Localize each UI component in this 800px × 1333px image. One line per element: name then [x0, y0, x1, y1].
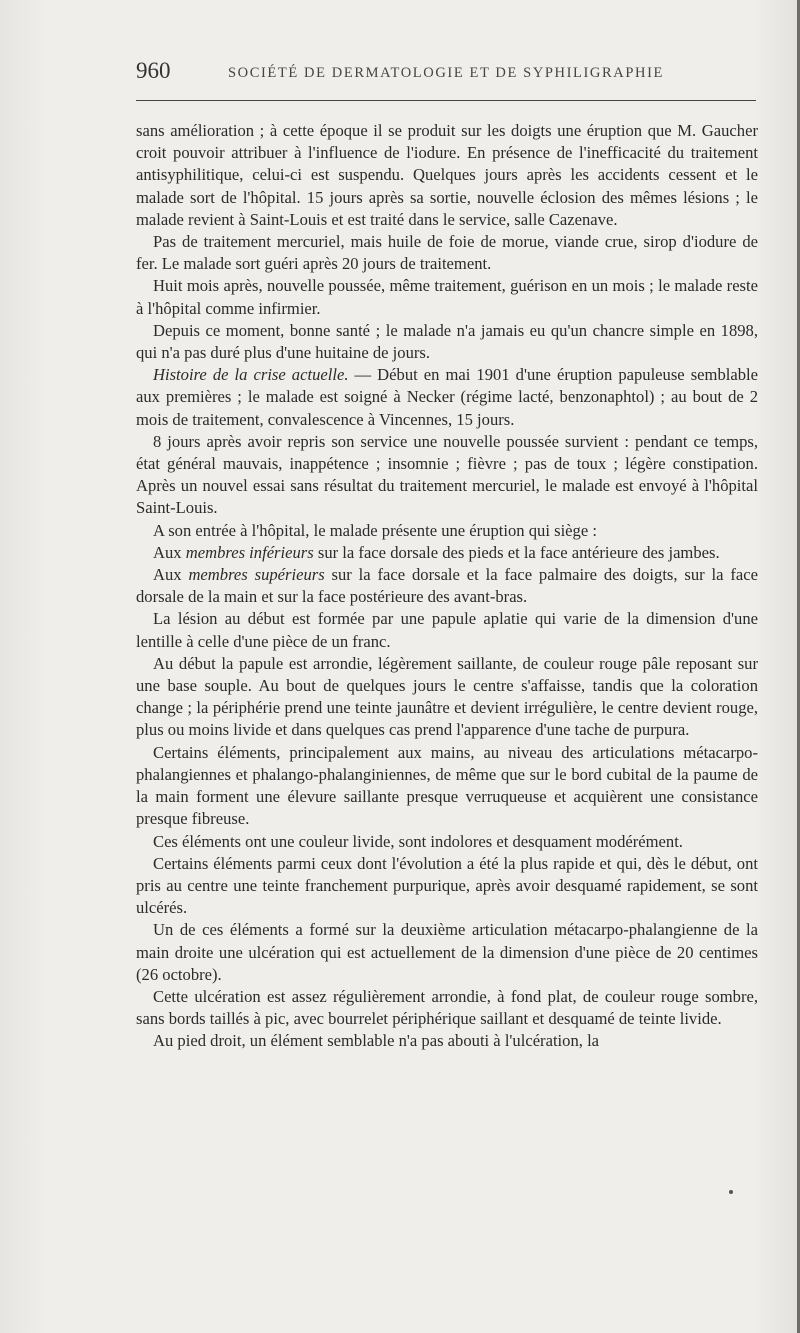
body-text	[136, 120, 758, 1053]
paragraph: Au début la papule est arrondie, légèrement saillante, de couleur rouge pâle reposant sur une base souple. Au bout de quelques jours le centre s'affaisse, tandis que la coloration change ; la périphérie prend une teinte jaunâtre et devient irrégulière, le centre devient rouge, plus ou moins livide et dans quelques cas prend l'apparence d'une tache de purpura.	[136, 653, 758, 740]
paragraph: Huit mois après, nouvelle poussée, même traitement, guérison en un mois ; le malade reste à l'hôpital comme infirmier.	[136, 276, 758, 318]
paragraph: Ces éléments ont une couleur livide, sont indolores et desquament modérément.	[153, 831, 683, 851]
paragraph: Histoire de la crise actuelle. — Début en mai 1901 d'une éruption papuleuse semblable aux premières ; le malade est soigné à Necker (régime lacté, benzonaphtol) ; au bout de 2 mois de traitement, convalescence à Vincennes, 15 jours.	[136, 365, 758, 429]
page-header	[136, 58, 758, 94]
paragraph: Depuis ce moment, bonne santé ; le malade n'a jamais eu qu'un chancre simple en 1898, qui n'a pas duré plus d'une huitaine de jours.	[136, 320, 758, 363]
paragraph: Au pied droit, un élément semblable n'a pas abouti à l'ulcération, la	[153, 1031, 600, 1051]
header-rule	[136, 100, 756, 101]
paragraph: sans amélioration ; à cette époque il se produit sur les doigts une éruption que M. Gaucher croit pouvoir attribuer à l'influence de l'iodure. En présence de l'inefficacité du traitement antisyphilitique, celui-ci est suspendu. Quelques jours après les accidents cessent et le malade sort de l'hôpital. 15 jours après sa sortie, nouvelle éclosion des mêmes lésions ; le malade revient à Saint-Louis et est traité dans le service, salle Cazenave.	[136, 121, 758, 229]
running-head: SOCIÉTÉ DE DERMATOLOGIE ET DE SYPHILIGRAPHIE	[228, 65, 664, 81]
page-number: 960	[136, 58, 171, 83]
paragraph: La lésion au début est formée par une papule aplatie qui varie de la dimension d'une lentille à celle d'une pièce de un franc.	[136, 609, 758, 651]
print-mark	[729, 1190, 733, 1194]
paragraph: Certains éléments, principalement aux mains, au niveau des articulations métacarpo-phalangiennes et phalango-phalanginiennes, de même que sur le bord cubital de la paume de la main forment une élevure saillante presque verruqueuse et acquièrent une consistance presque fibreuse.	[136, 742, 758, 829]
paragraph: Un de ces éléments a formé sur la deuxième articulation métacarpo-phalangienne de la main droite une ulcération qui est actuellement de la dimension d'une pièce de 20 centimes (26 octobre).	[136, 920, 758, 984]
paragraph: Aux membres supérieurs sur la face dorsale et la face palmaire des doigts, sur la face dorsale de la main et sur la face postérieure des avant-bras.	[136, 565, 758, 607]
italic-term: membres inférieurs	[185, 542, 314, 562]
paragraph: Certains éléments parmi ceux dont l'évolution a été la plus rapide et qui, dès le début, ont pris au centre une teinte franchement purpurique, après avoir desquamé rapidement, se sont ulcérés.	[136, 853, 758, 918]
italic-term: membres supérieurs	[188, 565, 325, 585]
paragraph: Cette ulcération est assez régulièrement arrondie, à fond plat, de couleur rouge sombre, sans bords taillés à pic, avec bourrelet périphérique saillant et desquamé de teinte livide.	[136, 986, 758, 1029]
section-heading: Histoire de la crise actuelle.	[153, 365, 349, 385]
paragraph: 8 jours après avoir repris son service une nouvelle poussée survient : pendant ce temps, état général mauvais, inappétence ; insomnie ; fièvre ; pas de toux ; légère constipation. Après un nouvel essai sans résultat du traitement mercuriel, le malade est envoyé à l'hôpital Saint-Louis.	[136, 431, 758, 518]
paragraph: Aux membres inférieurs sur la face dorsale des pieds et la face antérieure des jambes.	[153, 542, 720, 562]
paragraph: Pas de traitement mercuriel, mais huile de foie de morue, viande crue, sirop d'iodure de fer. Le malade sort guéri après 20 jours de traitement.	[136, 232, 758, 274]
paragraph: A son entrée à l'hôpital, le malade présente une éruption qui siège :	[153, 520, 597, 540]
